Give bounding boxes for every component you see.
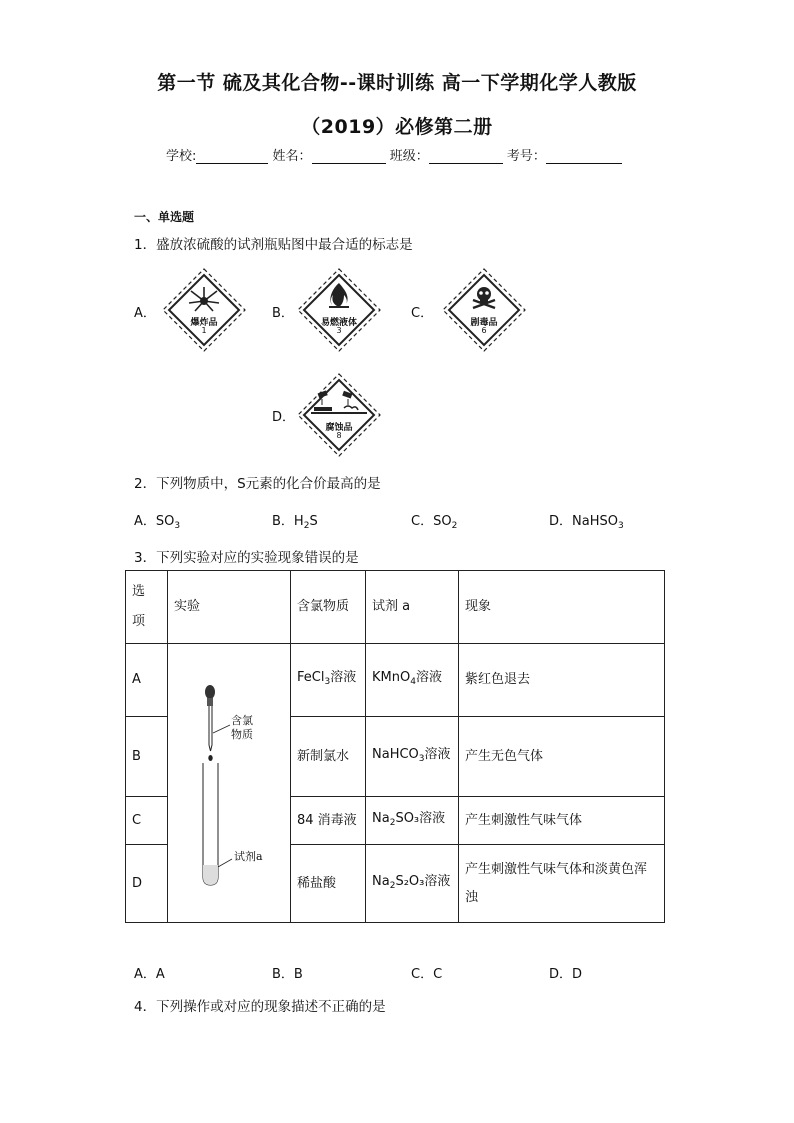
q1-option-d-label: 腐蚀品 [325, 423, 353, 433]
row-c-reagent: $Na_2SO_3$溶液 [366, 797, 459, 845]
row-c-phenomenon: 产生刺激性气味气体 [459, 797, 665, 845]
row-b-option: B [126, 717, 168, 797]
row-a-option: A [126, 644, 168, 717]
q1-option-a-num: 1 [201, 326, 207, 335]
name-label: 姓名： [272, 149, 312, 164]
header-reagent: 试剂 a [366, 571, 459, 644]
page-title-line1: 第一节 硫及其化合物--课时训练 高一下学期化学人教版 [157, 72, 637, 94]
row-c-option: C [126, 797, 168, 845]
q1-option-b-sign[interactable] [296, 267, 382, 353]
q2-option-b[interactable] [272, 510, 318, 531]
flame-icon [296, 267, 382, 353]
q2-option-c-formula: SO [433, 514, 452, 529]
header-phenomenon: 现象 [459, 571, 665, 644]
q3-table [125, 570, 665, 923]
number-blank[interactable] [546, 163, 622, 164]
row-a-reagent: KMnO$_4$溶液 [366, 644, 459, 717]
q1-option-d-sign[interactable] [296, 372, 382, 458]
row-a-phenomenon: 紫红色退去 [459, 644, 665, 717]
q2-option-b-sub: 2 [303, 521, 310, 531]
row-b-substance: 新制氯水 [291, 717, 366, 797]
q1-option-a-letter[interactable]: A． [134, 306, 156, 321]
q2-option-a-letter: A． [134, 514, 156, 529]
q1-option-b-label: 易燃液体 [320, 318, 357, 328]
row-b-phenomenon: 产生无色气体 [459, 717, 665, 797]
q1-option-b-num: 3 [336, 326, 342, 335]
q1-option-b-letter[interactable]: B． [272, 306, 294, 321]
q1-option-c-label: 剧毒品 [470, 318, 498, 328]
number-label: 考号： [506, 149, 546, 164]
school-label: 学校: [166, 149, 197, 164]
skull-icon [441, 267, 527, 353]
q2-option-c-letter: C． [411, 514, 434, 529]
question-2-stem: 2．下列物质中，S元素的化合价最高的是 [134, 476, 381, 492]
q1-option-a-label: 爆炸品 [190, 318, 218, 328]
q2-option-d[interactable] [549, 510, 624, 531]
figure-label-reagent: 试剂a [234, 850, 263, 863]
q2-option-c[interactable] [411, 510, 457, 531]
row-c-substance: 84 消毒液 [291, 797, 366, 845]
table-row [126, 644, 665, 717]
page-title-line2: （2019）必修第二册 [301, 116, 493, 138]
class-blank[interactable] [429, 163, 503, 164]
row-d-substance: 稀盐酸 [291, 845, 366, 923]
row-d-option: D [126, 845, 168, 923]
corrosive-icon [296, 372, 382, 458]
q2-option-c-sub: 2 [451, 521, 458, 531]
question-3-stem: 3．下列实验对应的实验现象错误的是 [134, 550, 359, 566]
q3-option-c[interactable]: C．C [411, 967, 443, 982]
explosive-icon [161, 267, 247, 353]
header-option: 选 项 [126, 571, 168, 644]
experiment-figure-cell [168, 644, 291, 923]
q3-option-d[interactable]: D．D [549, 967, 583, 982]
q3-option-b[interactable]: B．B [272, 967, 303, 982]
figure-label-substance: 含氯 物质 [231, 714, 253, 741]
student-info [166, 145, 622, 164]
q2-option-a-formula: SO [155, 514, 175, 529]
table-header-row [126, 571, 665, 644]
q1-option-d-letter[interactable]: D． [272, 410, 296, 425]
row-b-reagent: NaHCO$_3$溶液 [366, 717, 459, 797]
q2-option-a-sub: 3 [174, 521, 181, 531]
q1-option-d-num: 8 [336, 431, 342, 440]
q2-option-d-formula: NaHSO [572, 514, 618, 529]
q1-option-c-num: 6 [481, 326, 487, 335]
q2-option-a[interactable] [134, 510, 180, 531]
q1-option-a-sign[interactable] [161, 267, 247, 353]
q3-option-a[interactable]: A．A [134, 967, 165, 982]
school-blank[interactable] [196, 163, 268, 164]
q2-option-d-sub: 3 [617, 521, 624, 531]
header-substance: 含氯物质 [291, 571, 366, 644]
row-d-phenomenon: 产生刺激性气味气体和淡黄色浑浊 [459, 845, 665, 923]
class-label: 班级： [389, 149, 429, 164]
test-tube-dropper-icon [168, 645, 290, 921]
q1-option-c-letter[interactable]: C． [411, 306, 434, 321]
section-heading: 一、单选题 [134, 210, 195, 224]
q2-option-d-letter: D． [549, 514, 573, 529]
name-blank[interactable] [312, 163, 386, 164]
question-4-stem: 4．下列操作或对应的现象描述不正确的是 [134, 999, 386, 1015]
q2-option-b-formula: H [293, 514, 304, 529]
q1-option-c-sign[interactable] [441, 267, 527, 353]
header-experiment: 实验 [168, 571, 291, 644]
question-1-stem: 1．盛放浓硫酸的试剂瓶贴图中最合适的标志是 [134, 237, 413, 253]
row-d-reagent: $Na_2S_2O_3$溶液 [366, 845, 459, 923]
q2-option-b-tail: S [309, 514, 318, 529]
q2-option-b-letter: B． [272, 514, 294, 529]
row-a-substance: FeCl$_3$溶液 [291, 644, 366, 717]
